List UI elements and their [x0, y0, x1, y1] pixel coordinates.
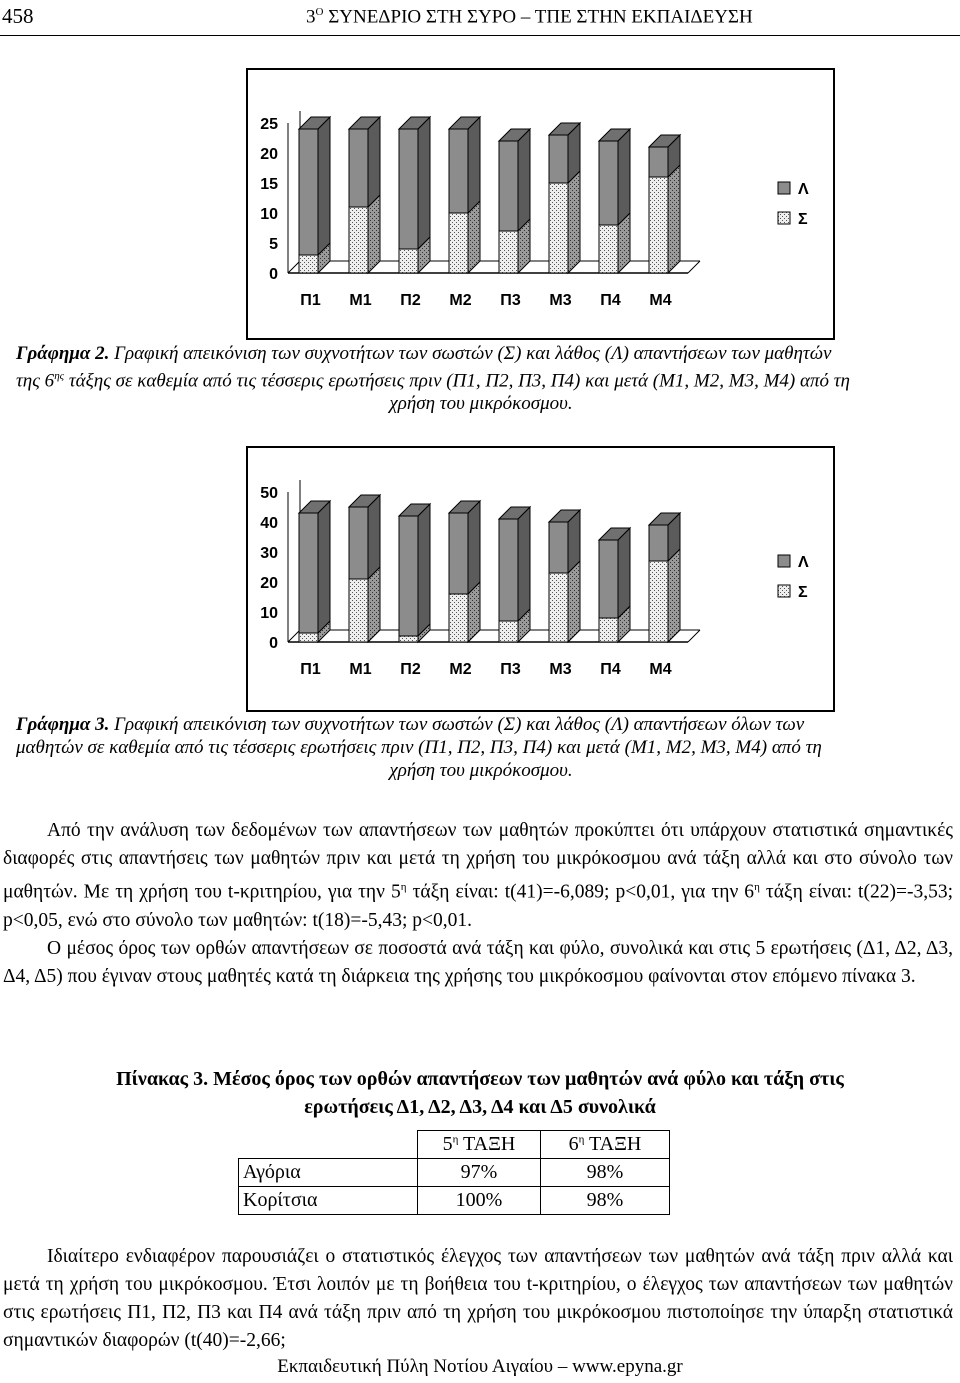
bar-Π3: [499, 129, 530, 273]
table-header-row: [239, 1131, 670, 1159]
bar-side-wrong: [318, 501, 330, 633]
bar-side-correct: [668, 549, 680, 642]
legend-swatch-correct: [778, 585, 790, 597]
x-tick-label: Μ4: [649, 292, 672, 309]
bar-segment-correct: [349, 579, 368, 642]
bar-side-wrong: [618, 129, 630, 225]
bar-segment-wrong: [399, 129, 418, 249]
x-tick-label: Π4: [600, 661, 621, 678]
bar-side-wrong: [368, 117, 380, 207]
bar-segment-correct: [599, 225, 618, 273]
bar-segment-correct: [599, 618, 618, 642]
bar-segment-wrong: [349, 507, 368, 579]
bar-segment-wrong: [299, 129, 318, 255]
x-tick-label: Π3: [500, 661, 521, 678]
bar-segment-wrong: [399, 516, 418, 636]
x-tick-label: Μ1: [349, 292, 372, 309]
bar-segment-correct: [549, 573, 568, 642]
legend: [778, 554, 809, 601]
bar-segment-wrong: [499, 519, 518, 621]
x-tick-label: Μ3: [549, 661, 572, 678]
bar-Π4: [599, 129, 630, 273]
y-tick-label: 20: [260, 575, 278, 592]
bar-Μ4: [649, 513, 680, 642]
bar-segment-wrong: [299, 513, 318, 633]
y-tick-label: 50: [260, 485, 278, 502]
table-3-caption: Πίνακας 3. Μέσος όρος των ορθών απαντήσεων των μαθητών ανά φύλο και τάξη στις ερωτήσεις Δ1, Δ2, Δ3, Δ4 και Δ5 συνολικά: [116, 1068, 844, 1118]
floor-right-edge: [688, 630, 700, 642]
back-wall-edge: [288, 111, 300, 273]
bar-side-wrong: [518, 129, 530, 231]
x-tick-label: Π3: [500, 292, 521, 309]
y-tick-label: 20: [260, 146, 278, 163]
figure-2-caption: Γράφημα 2. Γραφική απεικόνιση των συχνοτήτων των σωστών (Σ) και λάθος (Λ) απαντήσεων των μαθητών της $6^{\eta\varsigma}$ τάξης σε καθεμία από τις τέσσερις ερωτήσεις πριν (Π1, Π2, Π3, Π4) και μετά (Μ1, Μ2, Μ3, Μ4) από τη χρήση του μικρόκοσμου.: [16, 343, 850, 415]
y-tick-label: 10: [260, 206, 278, 223]
bar-side-correct: [568, 171, 580, 273]
running-title: $3^O$ ΣΥΝΕΔΡΙΟ ΣΤΗ ΣΥΡΟ – ΤΠΕ ΣΤΗΝ ΕΚΠΑΙΔΕΥΣΗ: [306, 6, 753, 28]
back-wall-edge: [288, 480, 300, 642]
bar-segment-wrong: [499, 141, 518, 231]
bar-segment-correct: [649, 561, 668, 642]
bar-side-wrong: [468, 501, 480, 594]
bar-side-wrong: [318, 117, 330, 255]
bar-segment-correct: [399, 249, 418, 273]
bar-Μ2: [449, 117, 480, 273]
body-text-2: [3, 1243, 953, 1355]
bar-Μ2: [449, 501, 480, 642]
bar-Μ3: [549, 123, 580, 273]
bar-segment-correct: [449, 213, 468, 273]
bar-Μ1: [349, 495, 380, 642]
col-header-6th: $6^\eta$ ΤΑΞΗ: [541, 1131, 670, 1159]
body-text-1: [3, 817, 953, 991]
page-footer: Εκπαιδευτική Πύλη Νοτίου Αιγαίου – www.epyna.gr: [277, 1356, 683, 1377]
y-tick-label: 25: [260, 116, 278, 133]
y-tick-label: 30: [260, 545, 278, 562]
bar-segment-wrong: [549, 522, 568, 573]
paragraph-ttest: Από την ανάλυση των δεδομένων των απαντήσεων των μαθητών προκύπτει ότι υπάρχουν στατιστικά σημαντικές διαφορές στις απαντήσεις των μαθητών πριν και μετά τη χρήση του μικρόκοσμου ανά τάξη αλλά και στο σύνολο των μαθητών. Με τη χρήση του t-κριτηρίου, για την $5^\eta$ τάξη είναι: t(41)=-6,089; p<0,01, για την $6^\eta$ τάξη είναι: t(22)=-3,53; p<0,05, ενώ στο σύνολο των μαθητών: t(18)=-5,43; p<0,01.: [3, 820, 953, 931]
x-tick-label: Π1: [300, 661, 321, 678]
bar-Π1: [299, 501, 330, 642]
y-tick-label: 0: [269, 635, 278, 652]
bar-segment-wrong: [549, 135, 568, 183]
page-number: 458: [2, 4, 34, 28]
page-header: [0, 4, 960, 34]
bar-segment-correct: [499, 621, 518, 642]
bar-segment-wrong: [599, 141, 618, 225]
legend-label-correct: Σ: [798, 211, 808, 228]
legend-swatch-wrong: [778, 182, 790, 194]
x-tick-label: Π2: [400, 292, 421, 309]
figure-3-caption: Γράφημα 3. Γραφική απεικόνιση των συχνοτήτων των σωστών (Σ) και λάθος (Λ) απαντήσεων όλων των μαθητών σε καθεμία από τις τέσσερις ερωτήσεις πριν (Π1, Π2, Π3, Π4) και μετά (Μ1, Μ2, Μ3, Μ4) από τη χρήση του μικρόκοσμου.: [16, 714, 822, 781]
legend-label-wrong: Λ: [798, 181, 809, 198]
bar-segment-wrong: [649, 525, 668, 561]
table-3: [238, 1130, 670, 1215]
bar-side-correct: [368, 567, 380, 642]
y-tick-label: 40: [260, 515, 278, 532]
floor-right-edge: [688, 261, 700, 273]
bar-segment-correct: [549, 183, 568, 273]
x-tick-label: Μ2: [449, 292, 472, 309]
bar-segment-correct: [349, 207, 368, 273]
bar-Π2: [399, 504, 430, 642]
x-tick-label: Μ3: [549, 292, 572, 309]
y-tick-label: 15: [260, 176, 278, 193]
bar-Μ1: [349, 117, 380, 273]
bar-side-correct: [368, 195, 380, 273]
bar-side-wrong: [618, 528, 630, 618]
bar-side-wrong: [518, 507, 530, 621]
bar-Π2: [399, 117, 430, 273]
bar-segment-wrong: [449, 513, 468, 594]
bar-segment-correct: [299, 633, 318, 642]
bar-segment-wrong: [349, 129, 368, 207]
table-row: Κορίτσια 100% 98%: [239, 1187, 670, 1215]
y-tick-label: 10: [260, 605, 278, 622]
bar-segment-correct: [299, 255, 318, 273]
bar-Μ4: [649, 135, 680, 273]
bar-segment-wrong: [599, 540, 618, 618]
x-tick-label: Μ4: [649, 661, 672, 678]
bar-Π3: [499, 507, 530, 642]
x-tick-label: Π4: [600, 292, 621, 309]
bar-Π4: [599, 528, 630, 642]
legend-label-correct: Σ: [798, 584, 808, 601]
legend: [778, 181, 809, 228]
bar-side-correct: [568, 561, 580, 642]
bar-side-correct: [668, 165, 680, 273]
x-tick-label: Μ2: [449, 661, 472, 678]
bar-segment-wrong: [649, 147, 668, 177]
chart-3-frame: [246, 446, 835, 712]
legend-swatch-wrong: [778, 555, 790, 567]
header-rule: [0, 35, 960, 36]
x-tick-label: Π2: [400, 661, 421, 678]
col-header-5th: $5^\eta$ ΤΑΞΗ: [418, 1131, 541, 1159]
x-tick-label: Π1: [300, 292, 321, 309]
bar-segment-correct: [499, 231, 518, 273]
bar-segment-correct: [399, 636, 418, 642]
bar-side-wrong: [368, 495, 380, 579]
legend-swatch-correct: [778, 212, 790, 224]
bar-Μ3: [549, 510, 580, 642]
bar-segment-correct: [449, 594, 468, 642]
bar-side-wrong: [418, 117, 430, 249]
bar-segment-wrong: [449, 129, 468, 213]
x-tick-label: Μ1: [349, 661, 372, 678]
paragraph-ttest-before: Ιδιαίτερο ενδιαφέρον παρουσιάζει ο στατιστικός έλεγχος των απαντήσεων των μαθητών ανά τάξη πριν αλλά και μετά τη χρήση του μικρόκοσμου. Έτσι λοιπόν με τη βοήθεια του t-κριτηρίου, ο έλεγχος των απαντήσεων των μαθητών στις ερωτήσεις Π1, Π2, Π3 και Π4 ανά τάξη πριν από τη χρήση του μικρόκοσμου πιστοποίησε την ύπαρξη στατιστικά σημαντικών διαφορών (t(40)=-2,66;: [3, 1246, 953, 1351]
bar-side-wrong: [418, 504, 430, 636]
y-tick-label: 5: [269, 236, 278, 253]
table-row: Αγόρια 97% 98%: [239, 1159, 670, 1187]
legend-label-wrong: Λ: [798, 554, 809, 571]
paragraph-table-intro: Ο μέσος όρος των ορθών απαντήσεων σε ποσοστά ανά τάξη και φύλο, συνολικά και στις 5 ερωτήσεις (Δ1, Δ2, Δ3, Δ4, Δ5) που έγιναν στους μαθητές κατά τη διάρκεια της χρήσης του μικρόκοσμου φαίνονται στον επόμενο πίνακα 3.: [3, 937, 953, 987]
bar-side-wrong: [468, 117, 480, 213]
chart-3: [248, 448, 833, 710]
bar-Π1: [299, 117, 330, 273]
chart-2: [248, 70, 833, 338]
bar-segment-correct: [649, 177, 668, 273]
chart-2-frame: [246, 68, 835, 340]
y-tick-label: 0: [269, 266, 278, 283]
